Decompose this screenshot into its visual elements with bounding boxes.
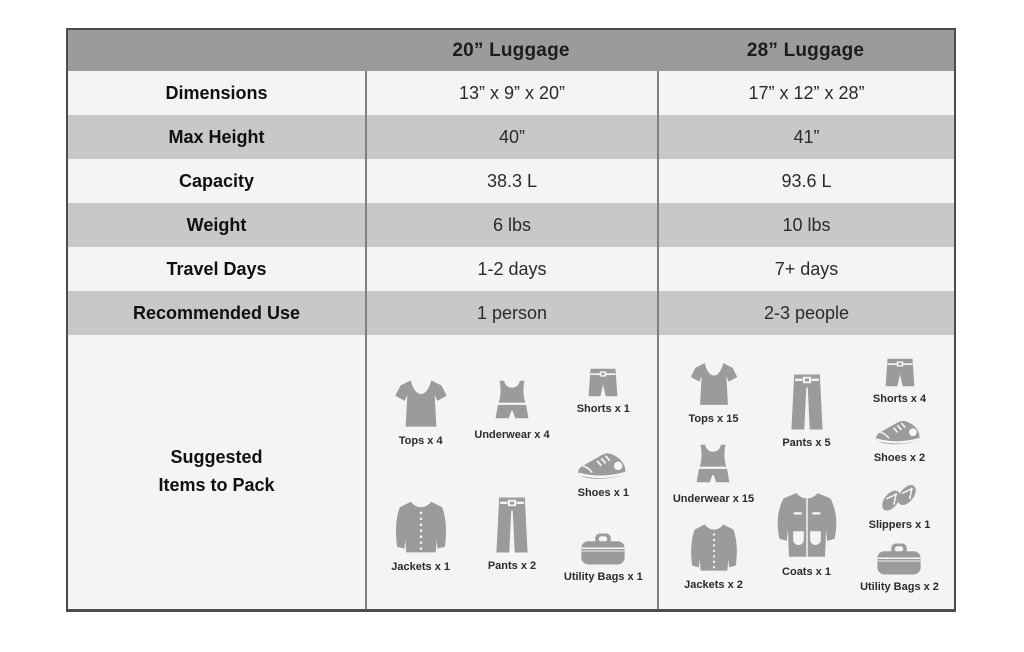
packing-item-label: Utility Bags x 1	[563, 570, 643, 583]
packing-item-label: Underwear x 15	[672, 492, 755, 505]
packing-item-shorts	[873, 357, 926, 405]
row-label: Dimensions	[165, 82, 268, 103]
row-label: Capacity	[178, 170, 255, 191]
table-row-suggested-items	[68, 335, 954, 609]
value-20in: 1-2 days	[365, 247, 657, 291]
packing-items-28in	[657, 335, 954, 609]
items-column	[760, 349, 853, 601]
pants-icon	[490, 495, 534, 555]
packing-item-label: Slippers x 1	[868, 518, 931, 531]
tops-icon	[687, 360, 741, 408]
packing-item-label: Tops x 15	[688, 412, 739, 425]
table-row-weight	[68, 203, 954, 247]
tops-icon	[392, 377, 450, 430]
items-column	[853, 349, 946, 601]
packing-item-label: Coats x 1	[782, 566, 831, 578]
row-label: Max Height	[168, 126, 265, 147]
value-20in: 1 person	[365, 291, 657, 335]
packing-item-label: Utility Bags x 2	[860, 581, 939, 594]
pants-icon	[785, 372, 829, 432]
jacket-icon	[686, 522, 742, 574]
packing-item-label: Shorts x 4	[872, 392, 927, 405]
packing-item-shorts	[577, 367, 630, 415]
packing-item-utility-bags	[564, 532, 643, 583]
packing-item-label: Pants x 2	[487, 560, 537, 572]
coat-icon	[772, 491, 842, 561]
value-28in: 10 lbs	[657, 203, 954, 247]
value-28in: 93.6 L	[657, 159, 954, 203]
value-28in: 7+ days	[657, 247, 954, 291]
packing-items-20in	[365, 335, 657, 609]
packing-item-shoes	[874, 416, 925, 464]
packing-item-label: Shoes x 1	[577, 486, 629, 499]
header-empty-cell	[68, 30, 365, 71]
value-20in: 38.3 L	[365, 159, 657, 203]
jacket-icon	[391, 499, 451, 556]
utility-bag-icon	[874, 542, 924, 576]
table-row-travel-days	[68, 247, 954, 291]
packing-item-slippers	[869, 476, 931, 531]
packing-item-underwear	[474, 378, 549, 441]
header-20in-luggage: 20” Luggage	[452, 39, 570, 61]
packing-item-tops	[687, 360, 741, 425]
flip-flops-icon	[876, 476, 922, 514]
items-column	[558, 349, 649, 601]
packing-item-label: Shorts x 1	[576, 403, 630, 416]
packing-item-jackets	[684, 522, 743, 591]
packing-item-coats	[772, 491, 842, 578]
table-row-dimensions	[68, 71, 954, 115]
items-column	[667, 349, 760, 601]
table-row-max-height	[68, 115, 954, 159]
table-row-recommended-use	[68, 291, 954, 335]
packing-item-tops	[392, 377, 450, 447]
packing-item-label: Tops x 4	[398, 435, 443, 447]
underwear-icon	[487, 378, 537, 424]
luggage-comparison-table	[66, 28, 956, 612]
packing-item-underwear	[673, 442, 754, 505]
underwear-icon	[688, 442, 738, 488]
value-28in: 17” x 12” x 28”	[657, 71, 954, 115]
row-label: Travel Days	[166, 258, 267, 279]
row-label: Weight	[186, 214, 247, 235]
value-28in: 41”	[657, 115, 954, 159]
items-column	[375, 349, 466, 601]
packing-item-pants	[782, 372, 830, 449]
packing-item-label: Shoes x 2	[873, 452, 926, 465]
packing-item-shoes	[576, 448, 630, 499]
items-column	[466, 349, 557, 601]
packing-item-pants	[488, 495, 536, 572]
header-28in-luggage: 28” Luggage	[746, 39, 865, 61]
shorts-icon	[879, 357, 921, 388]
packing-item-label: Underwear x 4	[474, 429, 550, 441]
row-label-suggested-items	[68, 335, 365, 609]
suggested-items-label-line2: Items to Pack	[158, 475, 275, 495]
sneaker-icon	[874, 416, 924, 447]
utility-bag-icon	[578, 532, 628, 566]
suggested-items-label-line1: Suggested	[170, 447, 263, 468]
value-28in: 2-3 people	[657, 291, 954, 335]
table-row-capacity	[68, 159, 954, 203]
sneaker-icon	[576, 448, 630, 482]
value-20in: 40”	[365, 115, 657, 159]
table-header-row	[68, 30, 954, 71]
packing-item-label: Jackets x 1	[391, 561, 451, 573]
value-20in: 6 lbs	[365, 203, 657, 247]
packing-item-label: Jackets x 2	[684, 578, 743, 591]
packing-item-label: Pants x 5	[782, 437, 831, 449]
value-20in: 13” x 9” x 20”	[365, 71, 657, 115]
shorts-icon	[582, 367, 624, 398]
packing-item-jackets	[391, 499, 451, 573]
packing-item-utility-bags	[860, 542, 939, 593]
row-label: Recommended Use	[132, 302, 301, 323]
